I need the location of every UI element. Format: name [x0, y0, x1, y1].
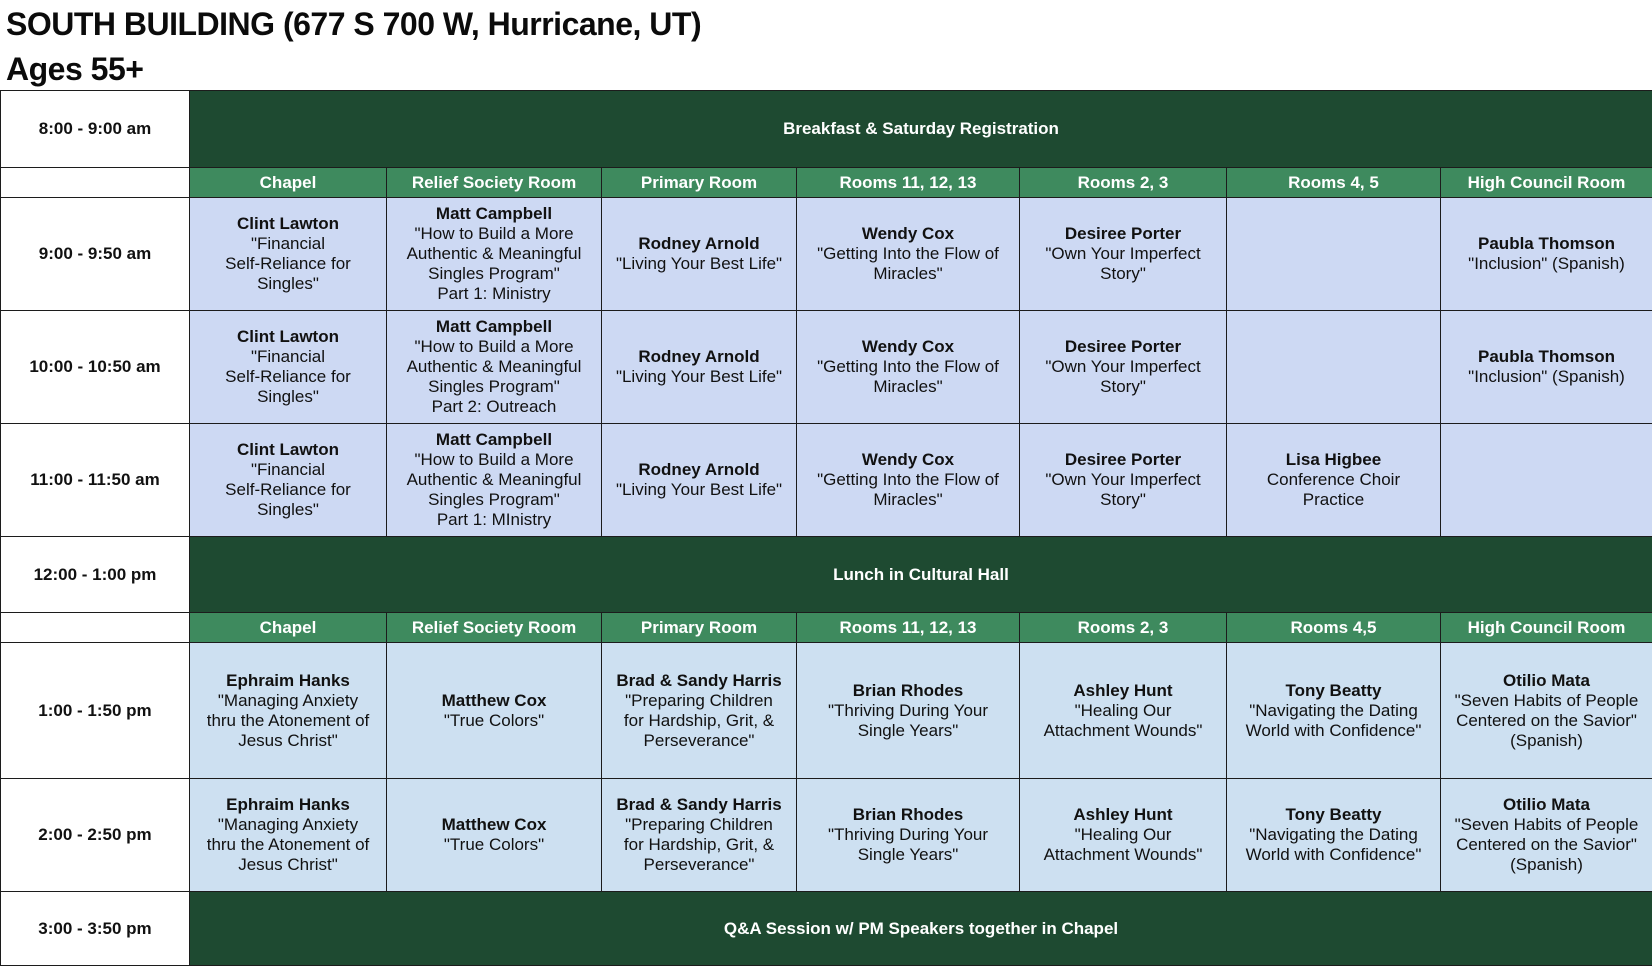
session-title: "Managing Anxiety thru the Atonement of Jesus Christ" — [192, 815, 384, 875]
room-header: Primary Room — [602, 613, 797, 643]
session-title: "Own Your Imperfect Story" — [1022, 470, 1224, 510]
schedule-table — [0, 90, 1652, 966]
session-cell — [797, 198, 1020, 311]
session-cell — [602, 643, 797, 779]
session-cell — [387, 643, 602, 779]
session-title: "How to Build a More Authentic & Meaningful Singles Program" Part 1: Ministry — [389, 224, 599, 304]
speaker-name: Otilio Mata — [1443, 671, 1650, 691]
speaker-name: Clint Lawton — [192, 327, 384, 347]
building-title: SOUTH BUILDING (677 S 700 W, Hurricane, UT) — [6, 2, 701, 47]
lunch-banner: Lunch in Cultural Hall — [190, 537, 1652, 613]
time-slot: 9:00 - 9:50 am — [1, 198, 190, 311]
speaker-name: Ashley Hunt — [1022, 805, 1224, 825]
session-cell — [1227, 424, 1441, 537]
time-slot: 8:00 - 9:00 am — [1, 91, 190, 168]
speaker-name: Rodney Arnold — [604, 460, 794, 480]
session-title: "Thriving During Your Single Years" — [799, 825, 1017, 865]
session-title: "Seven Habits of People Centered on the Savior" (Spanish) — [1443, 691, 1650, 751]
time-slot: 2:00 - 2:50 pm — [1, 779, 190, 892]
session-title: "True Colors" — [389, 835, 599, 855]
session-title: "Thriving During Your Single Years" — [799, 701, 1017, 741]
session-cell — [1227, 198, 1441, 311]
session-cell — [602, 311, 797, 424]
speaker-name: Paubla Thomson — [1443, 347, 1650, 367]
session-cell — [797, 311, 1020, 424]
session-cell — [1441, 779, 1652, 892]
speaker-name: Brian Rhodes — [799, 681, 1017, 701]
session-cell — [1020, 643, 1227, 779]
age-group-label: Ages 55+ — [6, 47, 701, 92]
session-cell — [190, 643, 387, 779]
speaker-name: Brian Rhodes — [799, 805, 1017, 825]
speaker-name: Clint Lawton — [192, 214, 384, 234]
session-cell — [387, 311, 602, 424]
blank-cell — [1, 168, 190, 198]
room-header: Rooms 2, 3 — [1020, 613, 1227, 643]
qa-banner: Q&A Session w/ PM Speakers together in Chapel — [190, 892, 1652, 966]
session-cell — [797, 779, 1020, 892]
session-row — [1, 311, 1652, 424]
session-title: "Managing Anxiety thru the Atonement of Jesus Christ" — [192, 691, 384, 751]
session-row — [1, 643, 1652, 779]
session-title: "Healing Our Attachment Wounds" — [1022, 701, 1224, 741]
speaker-name: Ashley Hunt — [1022, 681, 1224, 701]
session-title: "Inclusion" (Spanish) — [1443, 367, 1650, 387]
speaker-name: Brad & Sandy Harris — [604, 671, 794, 691]
session-cell — [1227, 779, 1441, 892]
room-header: High Council Room — [1441, 613, 1652, 643]
speaker-name: Matt Campbell — [389, 430, 599, 450]
session-cell — [190, 311, 387, 424]
session-title: "Living Your Best Life" — [604, 480, 794, 500]
session-cell — [190, 779, 387, 892]
speaker-name: Ephraim Hanks — [192, 671, 384, 691]
time-slot: 10:00 - 10:50 am — [1, 311, 190, 424]
session-title: "How to Build a More Authentic & Meaningful Singles Program" Part 1: MInistry — [389, 450, 599, 530]
page-header — [6, 2, 701, 92]
speaker-name: Tony Beatty — [1229, 805, 1438, 825]
speaker-name: Clint Lawton — [192, 440, 384, 460]
session-cell — [1020, 424, 1227, 537]
session-cell — [387, 779, 602, 892]
speaker-name: Wendy Cox — [799, 337, 1017, 357]
session-cell — [1020, 779, 1227, 892]
session-title: "Getting Into the Flow of Miracles" — [799, 244, 1017, 284]
session-cell — [797, 643, 1020, 779]
session-title: "Living Your Best Life" — [604, 254, 794, 274]
session-title: Conference Choir Practice — [1229, 470, 1438, 510]
session-row — [1, 424, 1652, 537]
room-header: Chapel — [190, 168, 387, 198]
session-title: "Getting Into the Flow of Miracles" — [799, 357, 1017, 397]
speaker-name: Tony Beatty — [1229, 681, 1438, 701]
blank-cell — [1, 613, 190, 643]
session-cell — [602, 424, 797, 537]
session-title: "Financial Self-Reliance for Singles" — [192, 460, 384, 520]
speaker-name: Otilio Mata — [1443, 795, 1650, 815]
speaker-name: Desiree Porter — [1022, 224, 1224, 244]
speaker-name: Rodney Arnold — [604, 234, 794, 254]
room-header: High Council Room — [1441, 168, 1652, 198]
room-header: Primary Room — [602, 168, 797, 198]
time-slot: 12:00 - 1:00 pm — [1, 537, 190, 613]
session-cell — [1441, 198, 1652, 311]
room-header: Relief Society Room — [387, 613, 602, 643]
session-title: "True Colors" — [389, 711, 599, 731]
time-slot: 3:00 - 3:50 pm — [1, 892, 190, 966]
room-header: Rooms 4, 5 — [1227, 168, 1441, 198]
room-header: Relief Society Room — [387, 168, 602, 198]
session-title: "Healing Our Attachment Wounds" — [1022, 825, 1224, 865]
session-title: "Preparing Children for Hardship, Grit, & Perseverance" — [604, 815, 794, 875]
qa-row — [1, 892, 1652, 966]
room-header: Rooms 11, 12, 13 — [797, 168, 1020, 198]
speaker-name: Desiree Porter — [1022, 450, 1224, 470]
speaker-name: Rodney Arnold — [604, 347, 794, 367]
session-title: "Inclusion" (Spanish) — [1443, 254, 1650, 274]
room-header: Rooms 2, 3 — [1020, 168, 1227, 198]
speaker-name: Brad & Sandy Harris — [604, 795, 794, 815]
session-title: "Seven Habits of People Centered on the Savior" (Spanish) — [1443, 815, 1650, 875]
room-header: Rooms 4,5 — [1227, 613, 1441, 643]
lunch-row — [1, 537, 1652, 613]
speaker-name: Ephraim Hanks — [192, 795, 384, 815]
session-title: "Navigating the Dating World with Confidence" — [1229, 701, 1438, 741]
breakfast-row — [1, 91, 1652, 168]
session-cell — [387, 198, 602, 311]
speaker-name: Matt Campbell — [389, 204, 599, 224]
session-cell — [190, 198, 387, 311]
session-cell — [1441, 643, 1652, 779]
room-header-row — [1, 613, 1652, 643]
speaker-name: Paubla Thomson — [1443, 234, 1650, 254]
session-title: "Preparing Children for Hardship, Grit, & Perseverance" — [604, 691, 794, 751]
speaker-name: Matthew Cox — [389, 815, 599, 835]
session-cell — [387, 424, 602, 537]
session-cell — [797, 424, 1020, 537]
session-cell — [1020, 198, 1227, 311]
speaker-name: Matthew Cox — [389, 691, 599, 711]
session-title: "Financial Self-Reliance for Singles" — [192, 234, 384, 294]
speaker-name: Desiree Porter — [1022, 337, 1224, 357]
session-title: "How to Build a More Authentic & Meaningful Singles Program" Part 2: Outreach — [389, 337, 599, 417]
speaker-name: Wendy Cox — [799, 450, 1017, 470]
session-title: "Own Your Imperfect Story" — [1022, 244, 1224, 284]
room-header: Chapel — [190, 613, 387, 643]
session-cell — [1227, 643, 1441, 779]
speaker-name: Matt Campbell — [389, 317, 599, 337]
session-cell — [602, 779, 797, 892]
time-slot: 11:00 - 11:50 am — [1, 424, 190, 537]
room-header: Rooms 11, 12, 13 — [797, 613, 1020, 643]
session-title: "Getting Into the Flow of Miracles" — [799, 470, 1017, 510]
breakfast-banner: Breakfast & Saturday Registration — [190, 91, 1652, 168]
session-cell — [1441, 424, 1652, 537]
session-cell — [602, 198, 797, 311]
session-cell — [190, 424, 387, 537]
room-header-row — [1, 168, 1652, 198]
time-slot: 1:00 - 1:50 pm — [1, 643, 190, 779]
speaker-name: Wendy Cox — [799, 224, 1017, 244]
session-cell — [1441, 311, 1652, 424]
session-title: "Living Your Best Life" — [604, 367, 794, 387]
session-title: "Financial Self-Reliance for Singles" — [192, 347, 384, 407]
session-row — [1, 779, 1652, 892]
session-cell — [1227, 311, 1441, 424]
session-title: "Own Your Imperfect Story" — [1022, 357, 1224, 397]
session-row — [1, 198, 1652, 311]
session-cell — [1020, 311, 1227, 424]
session-title: "Navigating the Dating World with Confidence" — [1229, 825, 1438, 865]
speaker-name: Lisa Higbee — [1229, 450, 1438, 470]
